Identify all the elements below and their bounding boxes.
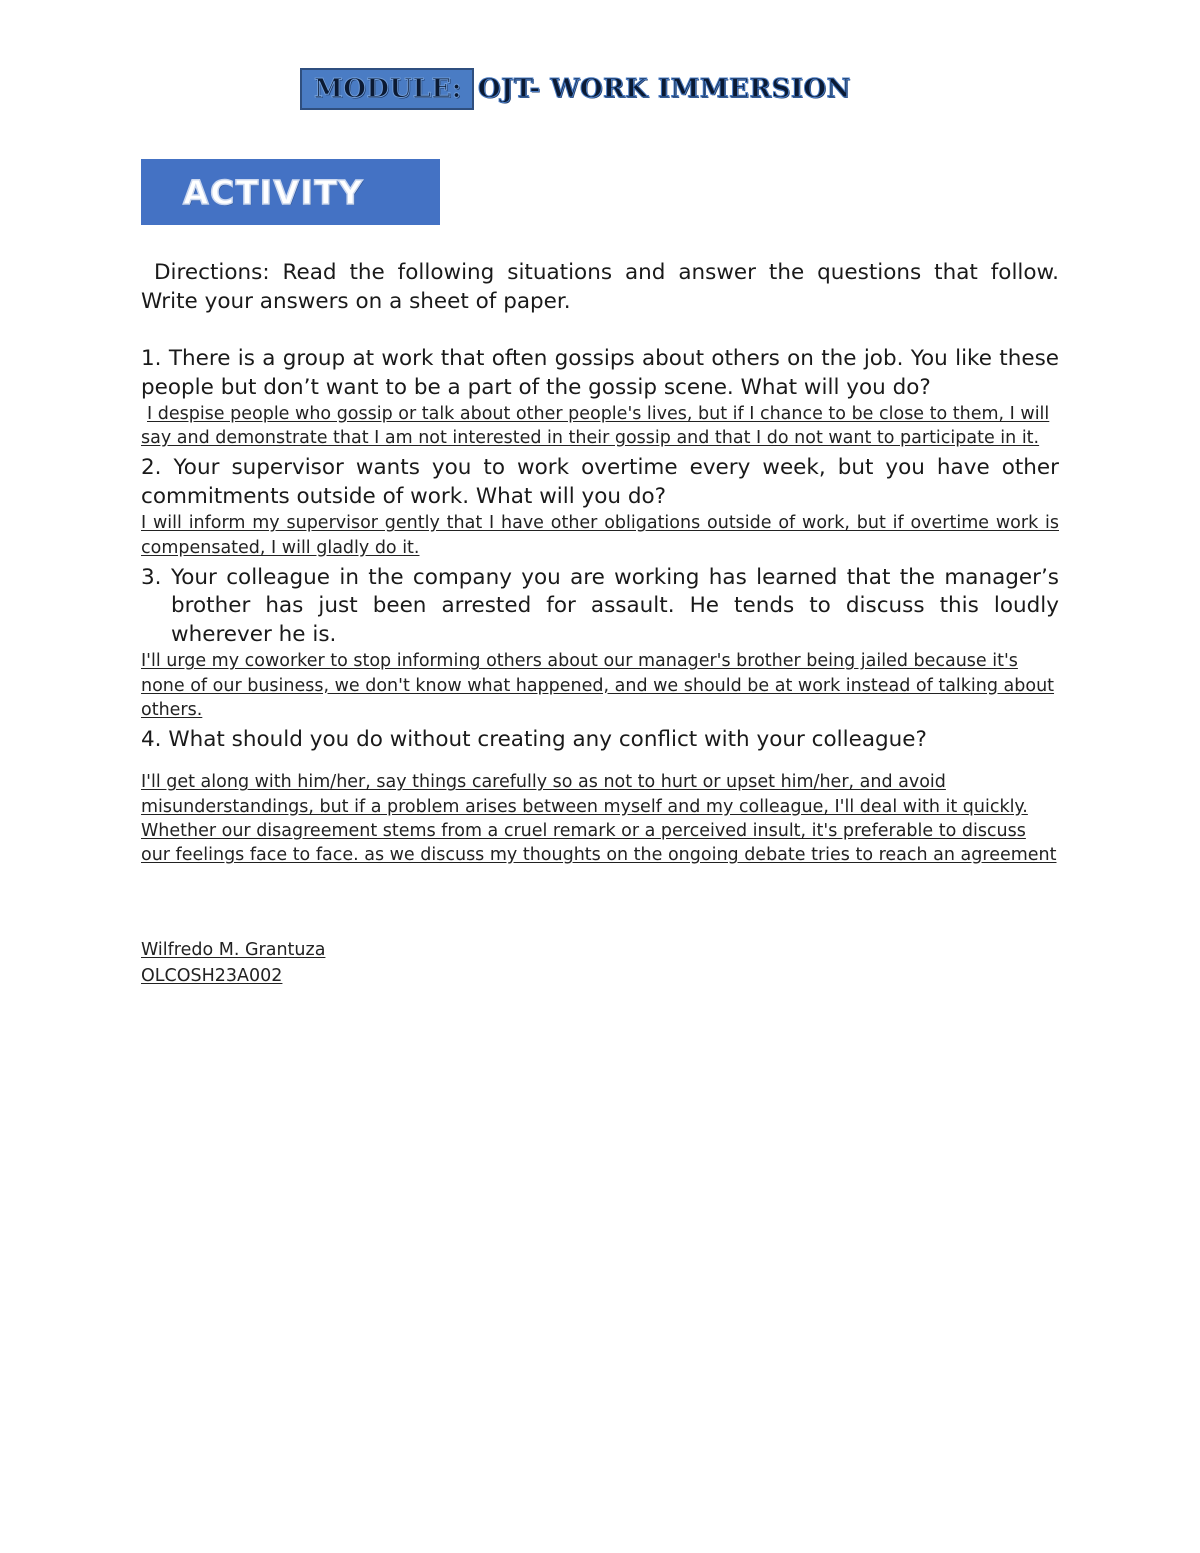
activity-label: ACTIVITY bbox=[183, 172, 364, 212]
question-number: 4. bbox=[141, 726, 162, 752]
question-4 bbox=[141, 726, 1059, 755]
question-2 bbox=[141, 454, 1059, 511]
module-label-box bbox=[300, 68, 474, 110]
answer-4: I'll get along with him/her, say things carefully so as not to hurt or upset him/her, and avoid misunderstandings, but if a problem arises between myself and my colleague, I'll deal with it quickly. Whether our disagreement stems from a cruel remark or a perceived insult, it's preferable to discuss our feelings face to face. as we discuss my thoughts on the ongoing debate tries to reach an agreement bbox=[141, 772, 1057, 866]
question-text: Your supervisor wants you to work overtime every week, but you have other commitments outside of work. What will you do? bbox=[141, 455, 1059, 509]
question-1 bbox=[141, 345, 1059, 402]
module-title: OJT- WORK IMMERSION bbox=[477, 74, 851, 104]
answer-2: I will inform my supervisor gently that I have other obligations outside of work, but if overtime work is compensated, I will gladly do it. bbox=[141, 513, 1059, 558]
module-label: MODULE: bbox=[314, 74, 462, 104]
question-3 bbox=[141, 564, 1059, 650]
document-body bbox=[141, 258, 1059, 989]
signature-name: Wilfredo M. Grantuza bbox=[141, 940, 326, 961]
answer-1: I despise people who gossip or talk about other people's lives, but if I chance to be close to them, I will say and demonstrate that I am not interested in their gossip and that I do not want to participate in it. bbox=[141, 404, 1050, 449]
question-number: 2. bbox=[141, 455, 162, 481]
directions-text: Directions: Read the following situations and answer the questions that follow. Write your answers on a sheet of paper. bbox=[141, 260, 1059, 314]
question-number: 3. bbox=[141, 564, 162, 590]
module-header bbox=[300, 66, 851, 112]
question-text: There is a group at work that often gossips about others on the job. You like these people but don’t want to be a part of the gossip scene. What will you do? bbox=[141, 346, 1059, 400]
activity-banner bbox=[141, 159, 440, 225]
question-number: 1. bbox=[141, 346, 162, 371]
signature-block bbox=[141, 937, 1059, 989]
signature-id: OLCOSH23A002 bbox=[141, 966, 283, 987]
question-text: Your colleague in the company you are working has learned that the manager’s brother has just been arrested for assault. He tends to discuss this loudly wherever he is. bbox=[171, 564, 1059, 647]
answer-3: I'll urge my coworker to stop informing others about our manager's brother being jailed because it's none of our business, we don't know what happened, and we should be at work instead of talking about others. bbox=[141, 651, 1055, 720]
question-text: What should you do without creating any conflict with your colleague? bbox=[168, 726, 927, 752]
